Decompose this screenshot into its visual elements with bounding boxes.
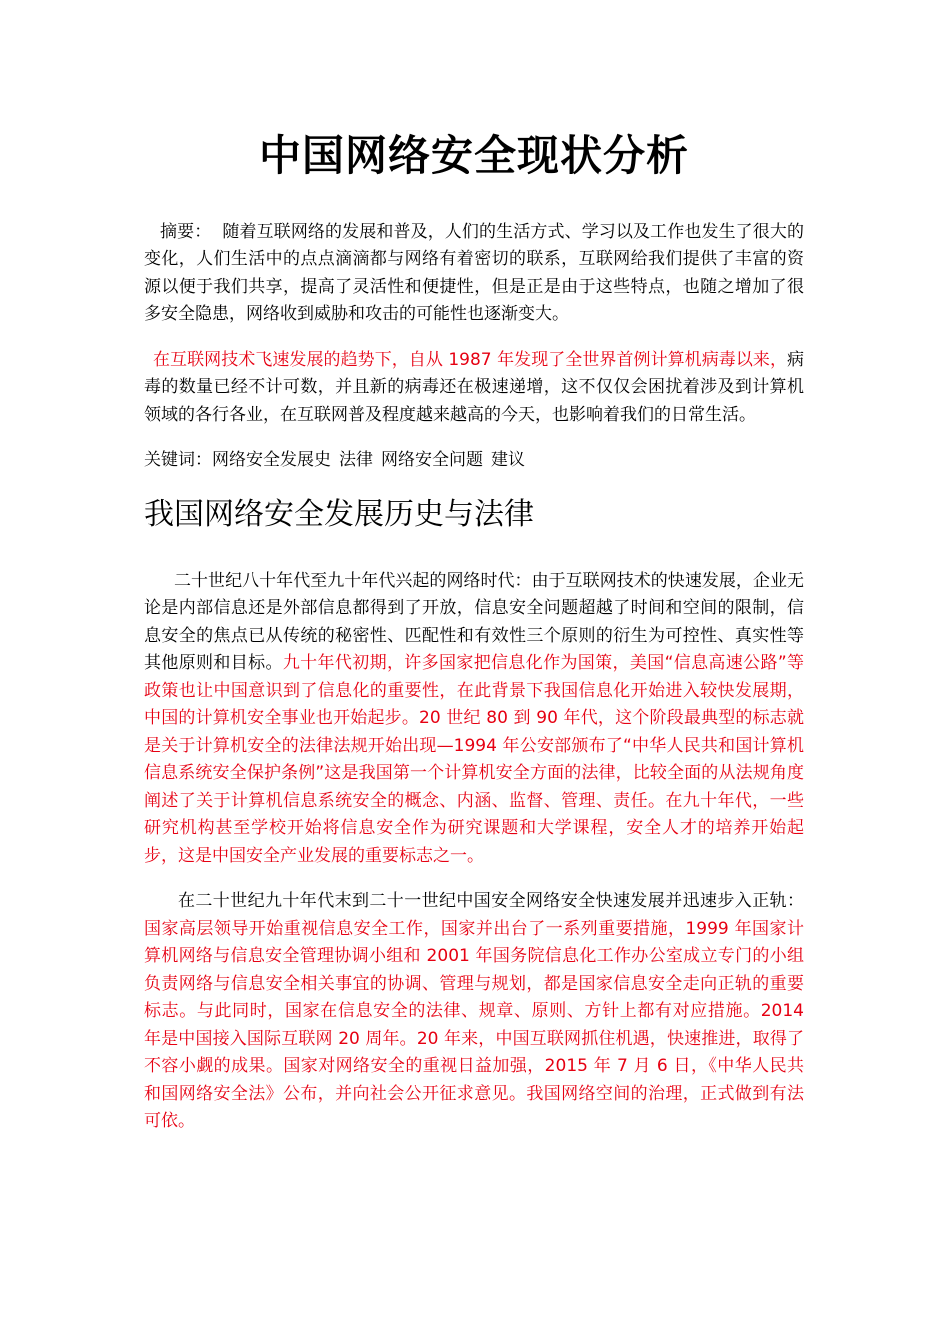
keywords-line xyxy=(144,447,804,475)
history-paragraph-2-highlight: 国家高层领导开始重视信息安全工作，国家并出台了一系列重要措施，1999 年国家计算机网络与信息安全管理协调小组和 2001 年国务院信息化工作办公室成立专门的小组负责网络与信息安全相关事宜的协调、管理与规划，都是国家信息安全走向正轨的重要标志。与此同时，国家在信息安全的法律、规章、原则、方针上都有对应措施。2014 年是中国接入国际互联网 20 周年。20 年来，中国互联网抓住机遇，快速推进，取得了不容小觑的成果。国家对网络安全的重视日益加强，2015 年 7 月 6 日，《中华人民共和国网络安全法》公布，并向社会公开征求意见。我国网络空间的治理，正式做到有法可依。 xyxy=(144,918,804,1131)
keyword-item: 建议 xyxy=(491,450,525,470)
virus-paragraph-highlight: 在互联网技术飞速发展的趋势下，自从 1987 年发现了全世界首例计算机病毒以来， xyxy=(153,349,787,370)
abstract-paragraph xyxy=(144,219,804,329)
keyword-item: 网络安全发展史 xyxy=(212,450,331,470)
abstract-label: 摘要： xyxy=(160,221,212,242)
abstract-text: 随着互联网络的发展和普及，人们的生活方式、学习以及工作也发生了很大的变化，人们生活中的点点滴滴都与网络有着密切的联系，互联网给我们提供了丰富的资源以便于我们共享，提高了灵活性和便捷性，但是正是由于这些特点，也随之增加了很多安全隐患，网络收到威胁和攻击的可能性也逐渐变大。 xyxy=(144,221,805,324)
keywords-label: 关键词： xyxy=(144,450,212,470)
history-paragraph-1-text: 二十世纪八十年代至九十年代兴起的网络时代：由于互联网技术的快速发展，企业无论是内部信息还是外部信息都得到了开放，信息安全问题超越了时间和空间的限制，信息安全的焦点已从传统的秘密性、匹配性和有效性三个原则的衍生为可控性、真实性等其他原则和目标。 xyxy=(144,570,804,673)
virus-paragraph-text: 病毒的数量已经不计可数，并且新的病毒还在极速递增，这不仅仅会困扰着涉及到计算机领域的各行各业，在互联网普及程度越来越高的今天，也影响着我们的日常生活。 xyxy=(144,349,804,425)
section-heading: 我国网络安全发展历史与法律 xyxy=(144,496,534,532)
virus-paragraph xyxy=(144,347,804,430)
keyword-item: 法律 xyxy=(339,450,373,470)
history-paragraph-2-text: 在二十世纪九十年代末到二十一世纪中国安全网络安全快速发展并迅速步入正轨： xyxy=(178,891,804,911)
history-paragraph-1 xyxy=(144,568,804,871)
document-title: 中国网络安全现状分析 xyxy=(258,131,689,180)
history-paragraph-1-highlight: 九十年代初期，许多国家把信息化作为国策，美国“信息高速公路”等政策也让中国意识到了信息化的重要性，在此背景下我国信息化开始进入较快发展期，中国的计算机安全事业也开始起步。20 世纪 80 到 90 年代，这个阶段最典型的标志就是关于计算机安全的法律法规开始出现—1994 年公安部颁布了“中华人民共和国计算机信息系统安全保护条例”这是我国第一个计算机安全方面的法律，比较全面的从法规角度阐述了关于计算机信息系统安全的概念、内涵、监督、管理、责任。在九十年代，一些研究机构甚至学校开始将信息安全作为研究课题和大学课程，安全人才的培养开始起步，这是中国安全产业发展的重要标志之一。 xyxy=(144,653,805,866)
keyword-item: 网络安全问题 xyxy=(381,450,483,470)
history-paragraph-2 xyxy=(144,888,804,1136)
